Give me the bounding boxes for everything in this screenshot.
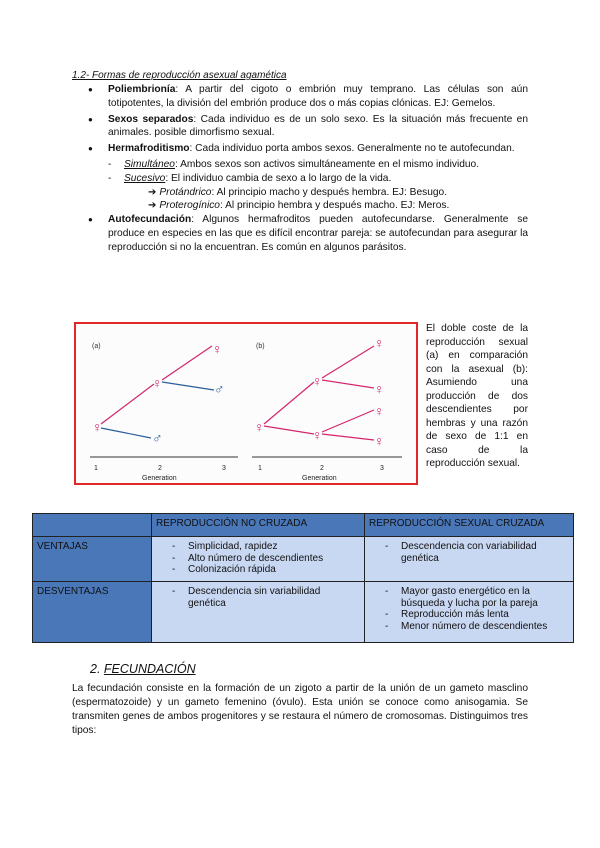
arrow-text: : Al principio macho y después hembra. EJ: Besugo. <box>211 186 448 198</box>
female-symbol-icon: ♀ <box>374 403 385 419</box>
row-label: DESVENTAJAS <box>33 582 152 643</box>
bullet-term: Autofecundación <box>108 214 192 226</box>
table-header-row <box>33 514 574 537</box>
female-symbol-icon: ♀ <box>374 335 385 351</box>
arrow-item <box>148 186 528 200</box>
bullet-text: : Algunos hermafroditos pueden autofecundarse. Generalmente se produce en especies en las que es difícil encontrar pareja: se autofecundan para asegurar la reproducción si no la encuentran. Es común en algunos parásitos. <box>108 214 528 253</box>
female-symbol-icon: ♀ <box>92 419 103 435</box>
female-symbol-icon: ♀ <box>212 341 223 357</box>
tick-label: 2 <box>158 465 162 472</box>
table-row <box>33 582 574 643</box>
female-symbol-icon: ♀ <box>312 373 323 389</box>
generation-diagram <box>76 324 416 483</box>
lineage-line <box>322 380 374 388</box>
female-symbol-icon: ♀ <box>312 427 323 443</box>
bullet-term: Hermafroditismo <box>108 143 190 155</box>
panel-b-label: (b) <box>256 343 265 350</box>
table-header: REPRODUCCIÓN SEXUAL CRUZADA <box>365 514 574 537</box>
tick-label: 1 <box>258 465 262 472</box>
lineage-line <box>322 410 374 432</box>
list-item: - Descendencia sin variabilidad genética <box>188 586 358 609</box>
axis-label: Generation <box>142 475 177 482</box>
lineage-line <box>162 346 212 380</box>
lineage-line <box>322 434 374 440</box>
list-item <box>88 83 528 111</box>
male-symbol-icon: ♂ <box>152 430 163 446</box>
axis-label: Generation <box>302 475 337 482</box>
section-title: FECUNDACIÓN <box>103 662 196 676</box>
list-item: - Simplicidad, rapidez <box>188 541 358 553</box>
lineage-line <box>101 384 154 424</box>
female-symbol-icon: ♀ <box>374 433 385 449</box>
sub-text: : Ambos sexos son activos simultáneamente en el mismo individuo. <box>174 158 480 170</box>
lineage-line <box>322 346 374 378</box>
bullet-text: : Cada individuo porta ambos sexos. Generalmente no te autofecundan. <box>189 143 515 155</box>
arrow-icon: ➔ <box>148 200 160 212</box>
arrow-term: Proterogínico <box>159 200 220 212</box>
figure-caption: El doble coste de la reproducción sexual (a) en comparación con la asexual (b): Asumiendo una producción de dos descendientes por hembras y una razón de sexo de 1:1 en caso de la reproducción sexual. <box>426 323 528 469</box>
tick-label: 2 <box>320 465 324 472</box>
list-item: - Colonización rápida <box>188 564 358 576</box>
paragraph: La fecundación consiste en la formación de un zigoto a partir de la unión de un gameto masclino (espermatozoide) y un gameto femenino (óvulo). Esta unión se conoce como anisogamia. Se transmiten genes de ambos progenitores y se restaura el número de cromosomas. Distinguimos tres tipos: <box>72 683 528 736</box>
list-item <box>88 213 528 254</box>
table-header: REPRODUCCIÓN NO CRUZADA <box>152 514 365 537</box>
list-item: - Reproducción más lenta <box>401 609 567 621</box>
list-item: - Descendencia con variabilidad genética <box>401 541 567 564</box>
table-header <box>33 514 152 537</box>
arrow-text: : Al principio hembra y después macho. EJ: Meros. <box>219 200 450 212</box>
reproduction-figure <box>74 322 418 485</box>
male-symbol-icon: ♂ <box>214 381 225 397</box>
table-row <box>33 537 574 582</box>
bullet-text: : Cada individuo es de un solo sexo. Es la situación más frecuente en animales. posible dimorfismo sexual. <box>108 113 529 139</box>
row-label: VENTAJAS <box>33 537 152 582</box>
tick-label: 1 <box>94 465 98 472</box>
arrow-icon: ➔ <box>148 186 160 198</box>
list-item: - Alto número de descendientes <box>188 553 358 565</box>
sub-list-item <box>108 158 528 172</box>
list-item <box>88 113 528 141</box>
female-symbol-icon: ♀ <box>152 375 163 391</box>
lineage-line <box>162 382 214 390</box>
lineage-line <box>264 382 314 424</box>
bullet-term: Sexos separados <box>108 113 194 125</box>
comparison-table <box>32 513 574 643</box>
female-symbol-icon: ♀ <box>254 419 265 435</box>
bullet-text: : A partir del cigoto o embrión muy temprano. Las células son aún totipotentes, la división del embrión produce dos o más copias clónicas. EJ: Gemelos. <box>108 84 528 109</box>
list-item: - Menor número de descendientes <box>401 621 567 633</box>
list-item <box>88 142 528 156</box>
bullet-term: Poliembrionía <box>108 84 176 95</box>
table-cell <box>365 582 574 643</box>
section-heading <box>90 662 196 676</box>
tick-label: 3 <box>222 465 226 472</box>
lineage-line <box>101 428 151 438</box>
lineage-line <box>264 426 314 434</box>
bullet-list <box>88 83 528 257</box>
arrow-item <box>148 199 528 213</box>
panel-a-label: (a) <box>92 343 101 350</box>
sub-term: Simultáneo <box>124 158 175 170</box>
tick-label: 3 <box>380 465 384 472</box>
table-cell <box>152 537 365 582</box>
list-item: - Mayor gasto energético en la búsqueda y lucha por la pareja <box>401 586 567 609</box>
sub-list-item <box>108 172 528 186</box>
table-cell <box>365 537 574 582</box>
sub-text: : El individuo cambia de sexo a lo largo de la vida. <box>165 172 392 184</box>
section-number: 2. <box>90 662 101 676</box>
table-cell <box>152 582 365 643</box>
female-symbol-icon: ♀ <box>374 381 385 397</box>
section-heading: 1.2- Formas de reproducción asexual agamética <box>72 70 287 81</box>
sub-term: Sucesivo <box>124 172 166 184</box>
arrow-term: Protándrico <box>159 186 212 198</box>
